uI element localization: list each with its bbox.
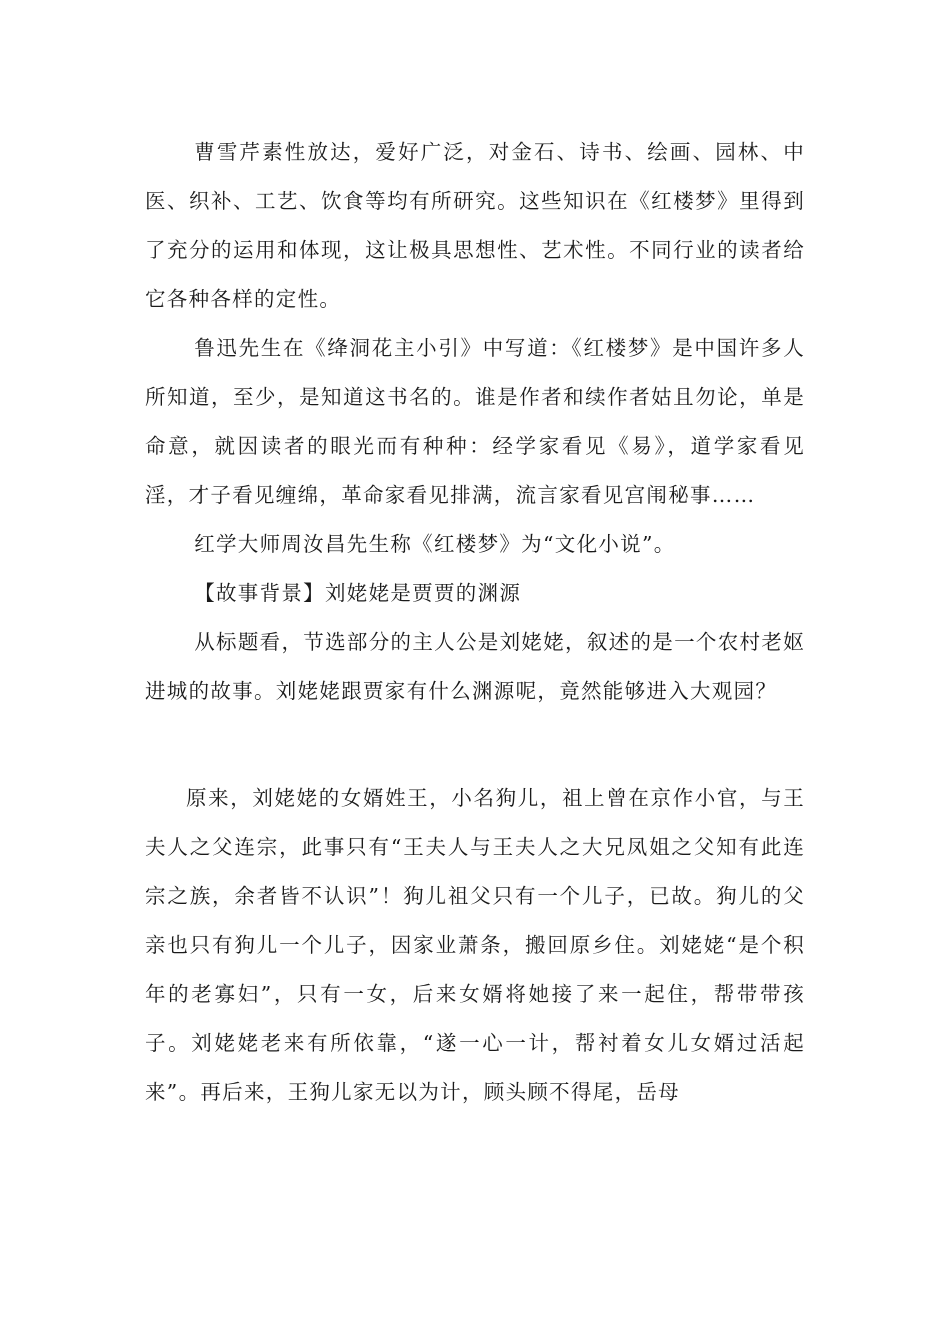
paragraph-spacer bbox=[145, 716, 805, 774]
paragraph-title-analysis: 从标题看，节选部分的主人公是刘姥姥，叙述的是一个农村老妪进城的故事。刘姥姥跟贾家有什么渊源呢，竟然能够进入大观园？ bbox=[145, 630, 805, 703]
paragraph-liu-laolao-origin: 原来，刘姥姥的女婿姓王，小名狗儿，祖上曾在京作小官，与王夫人之父连宗，此事只有“王夫人与王夫人之大兄凤姐之父知有此连宗之族，余者皆不认识”！狗儿祖父只有一个儿子，已故。狗儿的父亲也只有狗儿一个儿子，因家业萧条，搬回原乡住。刘姥姥“是个积年的老寡妇”，只有一女，后来女婿将她接了来一起住，帮带带孩子。刘姥姥老来有所依靠，“遂一心一计，帮衬着女儿女婿过活起来”。再后来，王狗儿家无以为计，顾头顾不得尾，岳母 bbox=[145, 786, 805, 1104]
paragraph-cao-xueqin: 曹雪芹素性放达，爱好广泛，对金石、诗书、绘画、园林、中医、织补、工艺、饮食等均有所研究。这些知识在《红楼梦》里得到了充分的运用和体现，这让极具思想性、艺术性。不同行业的读者给它各种各样的定性。 bbox=[145, 140, 805, 311]
document-body bbox=[145, 128, 805, 1117]
paragraph-lu-xun-quote: 鲁迅先生在《绛洞花主小引》中写道：《红楼梦》是中国许多人所知道，至少，是知道这书名的。谁是作者和续作者姑且勿论，单是命意，就因读者的眼光而有种种：经学家看见《易》，道学家看见淫，才子看见缠绵，革命家看见排满，流言家看见宫闱秘事…… bbox=[145, 336, 805, 507]
paragraph-zhou-ruchang: 红学大师周汝昌先生称《红楼梦》为“文化小说”。 bbox=[194, 532, 676, 556]
section-heading-story-background: 【故事背景】刘姥姥是贾贾的渊源 bbox=[194, 581, 522, 605]
